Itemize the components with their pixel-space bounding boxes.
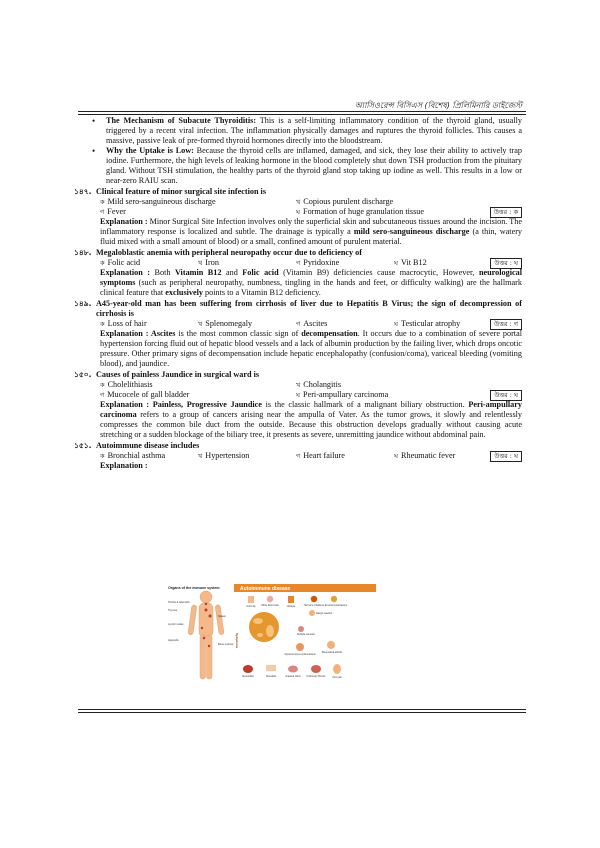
explanation-segment: Peri-ampullary carcinoma bbox=[100, 400, 523, 419]
option-item bbox=[296, 451, 394, 461]
globe-shape bbox=[249, 612, 279, 642]
option-list bbox=[82, 197, 522, 217]
disease-label: Environmental factors bbox=[324, 605, 348, 607]
option-marker: গ bbox=[296, 320, 301, 328]
option-item bbox=[296, 380, 341, 390]
explanation-segment: exclusively bbox=[165, 288, 203, 297]
disease-label: Immunity bbox=[246, 606, 256, 608]
option-item bbox=[296, 207, 424, 217]
option-marker: ক bbox=[100, 198, 105, 206]
option-item bbox=[296, 319, 394, 329]
option-row bbox=[100, 390, 522, 400]
option-marker: গ bbox=[296, 452, 301, 460]
answer-badge: উত্তর : ঘ bbox=[490, 451, 522, 462]
leg-left-shape bbox=[200, 635, 206, 679]
question-number: ১৪৯. bbox=[74, 299, 92, 308]
option-list bbox=[82, 380, 522, 400]
option-item bbox=[394, 319, 460, 329]
disease-label: White blood cells bbox=[261, 605, 279, 607]
option-text: Ascites bbox=[303, 319, 328, 328]
disease-label: Lifestyle bbox=[286, 606, 296, 608]
explanation-segment: Explanation : bbox=[100, 217, 150, 226]
explanation-segment: Folic acid bbox=[242, 268, 279, 277]
disease-label: Multiple sclerosis bbox=[297, 634, 315, 636]
explanation-segment: (Vitamin B9) deficiencies cause macrocytic, However, bbox=[278, 268, 479, 277]
answer-badge: উত্তর : ক bbox=[490, 207, 522, 218]
option-text: Splenomegaly bbox=[205, 319, 253, 328]
explanation-segment: Explanation : bbox=[100, 461, 148, 470]
explanation-segment: is the classic hallmark of a malignant biliary obstruction. bbox=[261, 400, 469, 409]
option-item bbox=[100, 380, 296, 390]
bullet-text: Because the thyroid cells are inflamed, damaged, and sick, they lose their ability to actively trap iodine. Furthermore, the high levels of leaking hormone in the blood completely shut down TSH production from the pituitary gland. Without TSH stimulation, the healthy parts of the thyroid gland stop taking up iodine as well. This results in a low or near-zero RAIU scan. bbox=[106, 146, 522, 185]
option-item bbox=[296, 258, 394, 268]
explanation-segment: Vitamin B12 bbox=[174, 268, 222, 277]
option-item bbox=[296, 197, 393, 207]
question-number: ১৪৭. bbox=[74, 187, 92, 196]
option-marker: গ bbox=[296, 259, 301, 267]
explanation-segment: points to a Vitamin B12 deficiency. bbox=[203, 288, 321, 297]
head-shape bbox=[200, 591, 212, 603]
option-text: Hypertension bbox=[205, 451, 250, 460]
option-marker: ঘ bbox=[394, 259, 399, 267]
option-marker: ঘ bbox=[296, 208, 301, 216]
explanation-segment: Both bbox=[154, 268, 175, 277]
question-text: A45-year-old man has been suffering from cirrhosis of liver due to Hepatitis B Virus; the sign of decompression of cirrhosis is bbox=[96, 299, 522, 318]
option-row bbox=[100, 258, 522, 268]
option-marker: খ bbox=[198, 320, 203, 328]
explanation bbox=[82, 217, 522, 247]
bullet-item bbox=[88, 116, 522, 146]
explanation-segment: Explanation : Ascites bbox=[100, 329, 176, 338]
figure-banner-title: Autoimmune disease bbox=[240, 586, 291, 592]
option-text: Iron bbox=[205, 258, 219, 267]
organ-label: Spleen bbox=[218, 615, 227, 618]
option-text: Fever bbox=[107, 207, 126, 216]
explanation-segment: mild sero-sanguineous discharge bbox=[353, 227, 470, 236]
option-text: Formation of huge granulation tissue bbox=[303, 207, 424, 216]
question-number: ১৫০. bbox=[74, 370, 92, 379]
question-number: ১৫১. bbox=[74, 441, 92, 450]
option-list bbox=[82, 451, 522, 461]
explanation bbox=[82, 329, 522, 369]
explanation bbox=[82, 461, 522, 471]
question-text: Causes of painless Jaundice in surgical ward is bbox=[96, 370, 260, 379]
content bbox=[74, 116, 523, 471]
disease-label: Stomatitis bbox=[265, 676, 277, 678]
option-item bbox=[100, 207, 296, 217]
explanation-segment: refers to a group of cancers arising near the ampulla of Vater. As the tumor grows, it slowly and relentlessly compresses the common bile duct from the outside. Because this obstruction develops gradually without causing acute stretching or a sudden blockage of the biliary tree, it presents as severe, unremitting jaundice without abdominal pain. bbox=[100, 410, 522, 439]
organ-label: Tonsils & adenoids bbox=[168, 601, 190, 604]
answer-badge: উত্তর : গ bbox=[490, 319, 522, 330]
answer-badge: উত্তর : ঘ bbox=[490, 258, 522, 269]
figure-side-label: Symptoms bbox=[235, 633, 239, 649]
autoimmune-figure bbox=[166, 583, 378, 683]
option-text: Testicular atrophy bbox=[401, 319, 461, 328]
explanation-segment: Explanation : bbox=[100, 268, 155, 277]
option-text: Vit B12 bbox=[401, 258, 427, 267]
option-marker: খ bbox=[296, 198, 301, 206]
option-item bbox=[198, 451, 296, 461]
explanation-segment: . It occurs due to a combination of severe portal hypertension forcing fluid out of hepatic blood vessels and a lack of albumin production by the failing liver, which drops oncotic pressure. Other primary signs of decompensation include hepatic encephalopathy (confusion/coma), variceal bleeding (vomiting blood), and jaundice. bbox=[100, 329, 522, 368]
option-row bbox=[100, 451, 522, 461]
organ-label: Lymph nodes bbox=[168, 623, 184, 626]
option-marker: ক bbox=[100, 452, 105, 460]
explanation-segment: (such as peripheral neuropathy, numbness, tingling in the hands and feet, or difficulty walking) are the hallmark clinical feature that bbox=[100, 278, 522, 297]
option-item bbox=[198, 319, 296, 329]
option-marker: গ bbox=[100, 391, 105, 399]
disease-label: Impaired vision bbox=[285, 676, 301, 678]
question-number: ১৪৮. bbox=[74, 248, 92, 257]
option-marker: ক bbox=[100, 320, 105, 328]
option-item bbox=[100, 451, 198, 461]
figure-left-title: Organs of the immune system bbox=[168, 586, 220, 590]
option-text: Heart failure bbox=[303, 451, 345, 460]
option-marker: ঘ bbox=[394, 452, 399, 460]
bullet-list bbox=[82, 116, 522, 186]
option-item bbox=[100, 319, 198, 329]
option-item bbox=[296, 390, 388, 400]
option-item bbox=[100, 390, 296, 400]
explanation-segment: (a thin, watery fluid mixed with a small amount of blood) or a small, confined amount of purulent material. bbox=[100, 227, 523, 246]
organ-label: Thymus bbox=[168, 609, 178, 612]
option-text: Cholangitis bbox=[303, 380, 342, 389]
disease-label: Hormone imbalance bbox=[303, 605, 325, 607]
option-item bbox=[394, 258, 427, 268]
question-text: Megaloblastic anemia with peripheral neuropathy occur due to deficiency of bbox=[96, 248, 362, 257]
explanation bbox=[82, 268, 522, 298]
bullet-item bbox=[88, 146, 522, 186]
answer-badge: উত্তর : ঘ bbox=[490, 390, 522, 401]
running-head: অ্যাসিওরেন্স বিসিএস (বিশেষ) প্রিলিমিনারি ডাইজেস্ট bbox=[354, 101, 522, 110]
disease-label: Myocarditis bbox=[242, 676, 254, 678]
option-marker: ঘ bbox=[394, 320, 399, 328]
question-block bbox=[74, 441, 522, 471]
bullet-lead: Why the Uptake is Low: bbox=[106, 146, 194, 155]
option-marker: খ bbox=[296, 381, 301, 389]
option-marker: খ bbox=[198, 259, 203, 267]
header-rule bbox=[78, 111, 526, 115]
question-text: Autoimmune disease includes bbox=[96, 441, 200, 450]
option-list bbox=[82, 319, 522, 329]
organ-label: Appendix bbox=[168, 639, 179, 642]
footer-rule bbox=[78, 709, 526, 713]
option-text: Loss of hair bbox=[107, 319, 147, 328]
explanation-segment: decompensation bbox=[301, 329, 358, 338]
organ-label: Bone marrow bbox=[218, 643, 234, 646]
disease-label: Systemic lupus erythematosus bbox=[284, 654, 316, 656]
option-marker: ঘ bbox=[296, 391, 301, 399]
option-marker: ক bbox=[100, 259, 105, 267]
option-item bbox=[100, 197, 296, 207]
option-row bbox=[100, 197, 522, 207]
option-item bbox=[198, 258, 296, 268]
option-text: Cholelithiasis bbox=[107, 380, 153, 389]
option-list bbox=[82, 258, 522, 268]
leg-right-shape bbox=[207, 635, 213, 679]
question-text: Clinical feature of minor surgical site infection is bbox=[96, 187, 267, 196]
option-text: Rheumatic fever bbox=[401, 451, 456, 460]
bullet-lead: The Mechanism of Subacute Thyroiditis: bbox=[106, 116, 257, 125]
disease-label: Rheumatoid arthritis bbox=[321, 652, 343, 654]
option-row bbox=[100, 207, 522, 217]
option-marker: গ bbox=[100, 208, 105, 216]
option-item bbox=[394, 451, 455, 461]
option-row bbox=[100, 380, 522, 390]
question-block bbox=[74, 299, 522, 369]
option-marker: ক bbox=[100, 381, 105, 389]
explanation-segment: Explanation : Painless, Progressive Jaundice bbox=[100, 400, 262, 409]
option-text: Mucocele of gall bladder bbox=[107, 390, 190, 399]
explanation-segment: neurological symptoms bbox=[100, 268, 522, 287]
disease-label: Joint pain bbox=[332, 677, 342, 679]
option-item bbox=[100, 258, 198, 268]
question-block bbox=[74, 370, 523, 440]
bullet-text: This is a self-limiting inflammatory condition of the thyroid gland, usually triggered by a recent viral infection. The inflammation physically damages and ruptures the thyroid follicles. This causes a massive, passive leak of pre-formed thyroid hormones directly into the bloodstream. bbox=[106, 116, 522, 145]
explanation-segment: is the most common classic sign of bbox=[175, 329, 302, 338]
option-text: Pyridoxine bbox=[303, 258, 340, 267]
torso-shape bbox=[199, 603, 213, 637]
option-text: Mild sero-sanguineous discharge bbox=[107, 197, 216, 206]
explanation-segment: and bbox=[221, 268, 243, 277]
option-row bbox=[100, 319, 522, 329]
option-text: Folic acid bbox=[107, 258, 141, 267]
disease-label: Pulmonary fibrosis bbox=[306, 676, 326, 678]
explanation-segment: Minor Surgical Site Infection involves only the superficial skin and subcutaneous tissues around the incision. The inflammatory response is localized and subtle. The drainage is typically a bbox=[100, 217, 522, 236]
option-text: Copious purulent discharge bbox=[303, 197, 394, 206]
option-marker: খ bbox=[198, 452, 203, 460]
explanation bbox=[82, 400, 522, 440]
disease-label: Allergic reaction bbox=[315, 613, 333, 615]
option-text: Peri-ampullary carcinoma bbox=[303, 390, 389, 399]
option-text: Bronchial asthma bbox=[107, 451, 166, 460]
question-block bbox=[74, 187, 523, 247]
question-block bbox=[74, 248, 522, 298]
question-list bbox=[74, 187, 523, 471]
